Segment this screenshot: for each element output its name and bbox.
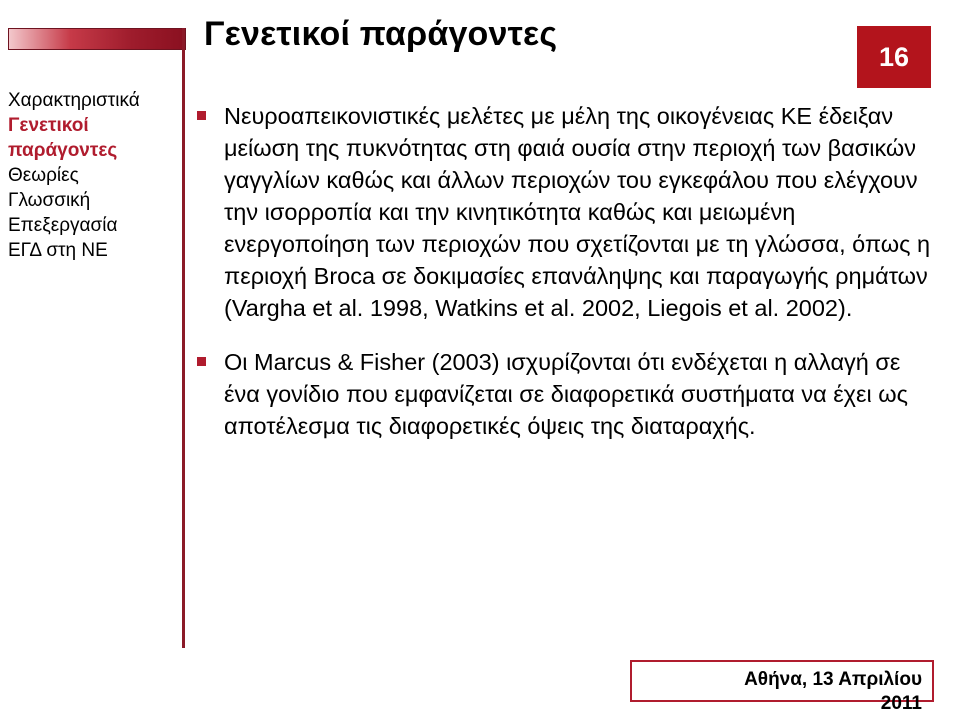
sidebar-header-bar <box>8 28 186 50</box>
square-bullet-icon <box>197 111 206 120</box>
sidebar-item-characteristics[interactable]: Χαρακτηριστικά <box>8 90 140 111</box>
bullet-item <box>194 100 934 324</box>
page-number: 16 <box>878 41 910 72</box>
sidebar-item-theories[interactable]: Θεωρίες <box>8 165 79 186</box>
sidebar-divider <box>182 28 185 648</box>
sidebar-item-language[interactable]: Γλωσσική <box>8 190 91 211</box>
sidebar-item-genetic-2[interactable]: παράγοντες <box>8 140 118 161</box>
sidebar-item-sli-greek[interactable]: ΕΓΔ στη ΝΕ <box>8 240 108 261</box>
sidebar-item-processing[interactable]: Επεξεργασία <box>8 215 118 236</box>
content-bullets <box>194 100 934 442</box>
sidebar-nav <box>8 88 180 263</box>
square-bullet-icon <box>197 357 206 366</box>
bullet-text: Νευροαπεικονιστικές μελέτες με μέλη της οικογένειας ΚΕ έδειξαν μείωση της πυκνότητας στη φαιά ουσία στην περιοχή των βασικών γαγγλίων καθώς και άλλων περιοχών του εγκεφάλου που ελέγχουν την ισορροπία και την κινητικότητα καθώς και μειωμένη ενεργοποίηση των περιοχών που σχετίζονται με τη γλώσσα, όπως η περιοχή Broca σε δοκιμασίες επανάληψης και παραγωγής ρημάτων (Vargha et al. 1998, Watkins et al. 2002, Liegois et al. 2002). <box>224 103 931 321</box>
bullet-item <box>194 346 934 442</box>
page-number-badge <box>857 26 931 88</box>
slide-title: Γενετικοί παράγοντες <box>204 15 558 53</box>
sidebar-item-genetic-1[interactable]: Γενετικοί <box>8 115 89 136</box>
footer-date: Αθήνα, 13 Απριλίου 2011 <box>744 669 922 714</box>
footer-box <box>630 660 934 714</box>
bullet-text: Οι Marcus & Fisher (2003) ισχυρίζονται ότι ενδέχεται η αλλαγή σε ένα γονίδιο που εμφανίζεται σε διαφορετικά συστήματα να έχει ως αποτέλεσμα τις διαφορετικές όψεις της διαταραχής. <box>224 349 908 439</box>
